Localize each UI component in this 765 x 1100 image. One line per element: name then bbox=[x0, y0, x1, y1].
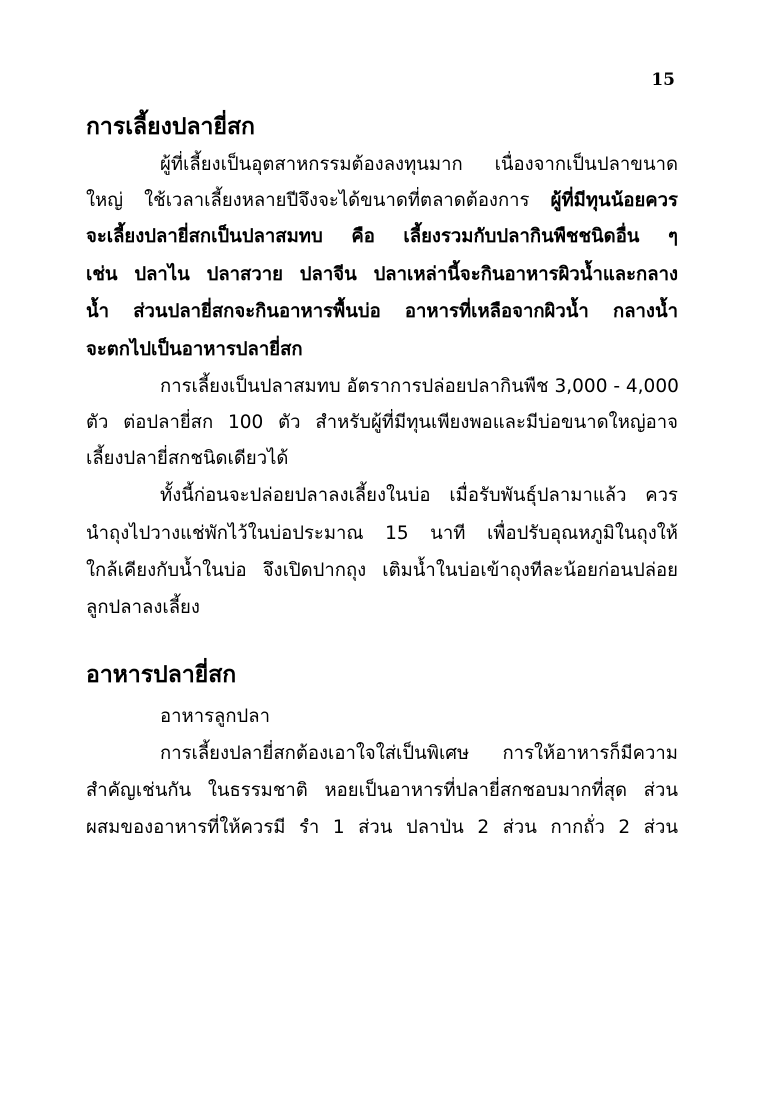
paragraph-line-bold: จะเลี้ยงปลายี่สกเป็นปลาสมทบ คือ เลี้ยงรวมกับปลากินพืชชนิดอื่น ๆ bbox=[86, 226, 678, 247]
paragraph-line: นำถุงไปวางแช่พักไว้ในบ่อประมาณ 15 นาที เพื่อปรับอุณหภูมิในถุงให้ bbox=[86, 523, 678, 544]
section-heading-raising: การเลี้ยงปลายี่สก bbox=[86, 113, 255, 140]
paragraph-line bbox=[86, 183, 678, 219]
paragraph-line: ใกล้เคียงกับน้ำในบ่อ จึงเปิดปากถุง เติมน้ำในบ่อเข้าถุงทีละน้อยก่อนปล่อย bbox=[86, 560, 678, 581]
page-number: 15 bbox=[651, 70, 675, 90]
paragraph-line: ผู้ที่เลี้ยงเป็นอุตสาหกรรมต้องลงทุนมาก เนื่องจากเป็นปลาขนาด bbox=[160, 154, 678, 175]
paragraph-line-bold: จะตกไปเป็นอาหารปลายี่สก bbox=[86, 339, 303, 360]
paragraph-line: ลูกปลาลงเลี้ยง bbox=[86, 597, 200, 618]
bold-text: ผู้ที่มีทุนน้อยควร bbox=[550, 190, 678, 211]
paragraph-line: เลี้ยงปลายี่สกชนิดเดียวได้ bbox=[86, 448, 289, 469]
paragraph-line: ทั้งนี้ก่อนจะปล่อยปลาลงเลี้ยงในบ่อ เมื่อรับพันธุ์ปลามาแล้ว ควร bbox=[160, 485, 678, 506]
paragraph-line: การเลี้ยงเป็นปลาสมทบ อัตราการปล่อยปลากินพืช 3,000 - 4,000 bbox=[160, 376, 679, 397]
paragraph-line-bold: เช่น ปลาไน ปลาสวาย ปลาจีน ปลาเหล่านี้จะกินอาหารผิวน้ำและกลาง bbox=[86, 264, 678, 285]
section-heading-feed: อาหารปลายี่สก bbox=[86, 661, 237, 688]
paragraph-line: สำคัญเช่นกัน ในธรรมชาติ หอยเป็นอาหารที่ปลายี่สกชอบมากที่สุด ส่วน bbox=[86, 780, 678, 801]
paragraph-line: ผสมของอาหารที่ให้ควรมี รำ 1 ส่วน ปลาป่น 2 ส่วน กากถั่ว 2 ส่วน bbox=[86, 817, 678, 838]
paragraph-line: ตัว ต่อปลายี่สก 100 ตัว สำหรับผู้ที่มีทุนเพียงพอและมีบ่อขนาดใหญ่อาจ bbox=[86, 412, 678, 433]
paragraph-line-bold: น้ำ ส่วนปลายี่สกจะกินอาหารพื้นบ่อ อาหารที่เหลือจากผิวน้ำ กลางน้ำ bbox=[86, 301, 678, 322]
subheading: อาหารลูกปลา bbox=[160, 706, 271, 727]
paragraph-line: การเลี้ยงปลายี่สกต้องเอาใจใส่เป็นพิเศษ การให้อาหารก็มีความ bbox=[160, 743, 678, 764]
paragraph-text: ใหญ่ ใช้เวลาเลี้ยงหลายปีจึงจะได้ขนาดที่ตลาดต้องการ bbox=[86, 190, 551, 211]
